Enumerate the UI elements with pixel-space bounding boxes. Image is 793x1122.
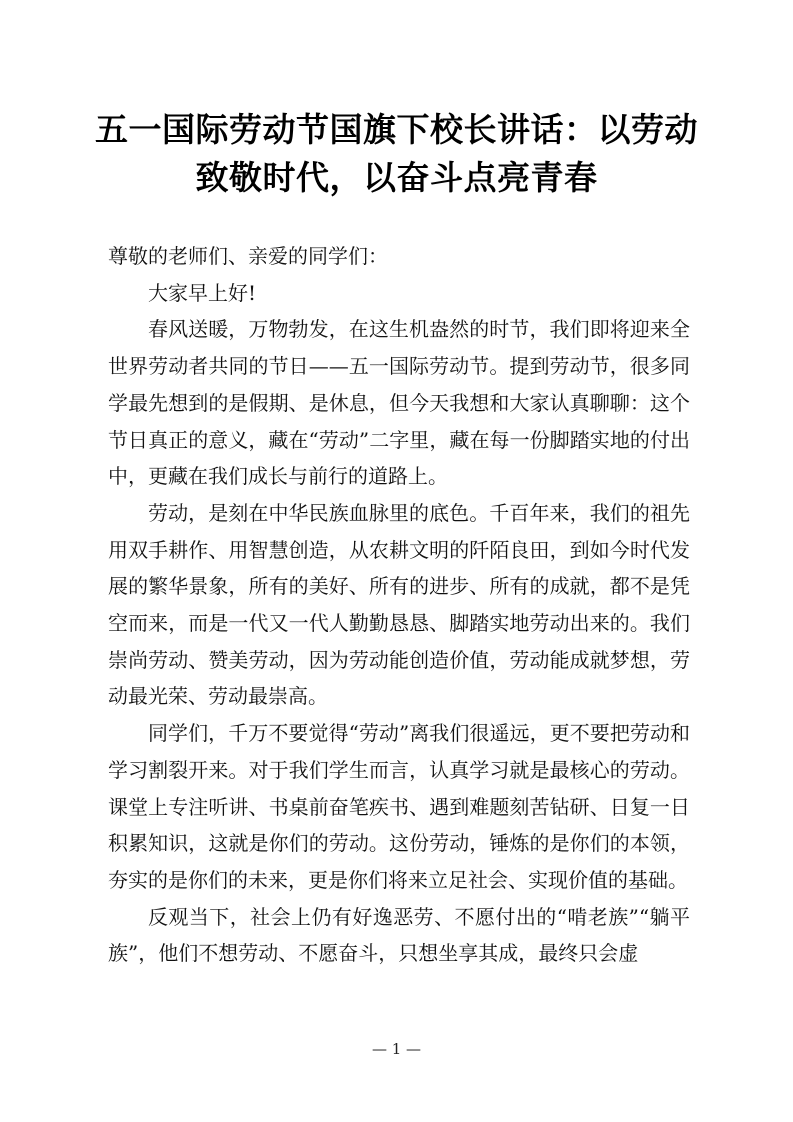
document-title xyxy=(60,106,733,202)
paragraph: 春风送暖，万物勃发，在这生机盎然的时节，我们即将迎来全世界劳动者共同的节日——五一国际劳动节。提到劳动节，很多同学最先想到的是假期、是休息，但今天我想和大家认真聊聊：这个节日真正的意义，藏在“劳动”二字里，藏在每一份脚踏实地的付出中，更藏在我们成长与前行的道路上。 xyxy=(108,317,690,489)
paragraph: 反观当下，社会上仍有好逸恶劳、不愿付出的“啃老族”“躺平族”，他们不想劳动、不愿奋斗，只想坐享其成，最终只会虚 xyxy=(108,904,690,966)
greeting: 大家早上好! xyxy=(148,280,257,305)
paragraph: 同学们，千万不要觉得“劳动”离我们很遥远，更不要把劳动和学习割裂开来。对于我们学生而言，认真学习就是最核心的劳动。课堂上专注听讲、书桌前奋笔疾书、遇到难题刻苦钻研、日复一日积累知识，这就是你们的劳动。这份劳动，锤炼的是你们的本领，夯实的是你们的未来，更是你们将来立足社会、实现价值的基础。 xyxy=(108,721,690,892)
title-line-1: 五一国际劳动节国旗下校长讲话：以劳动 xyxy=(95,110,698,149)
document-body xyxy=(108,238,690,972)
title-line-2: 致敬时代，以奋斗点亮青春 xyxy=(195,158,598,197)
paragraph: 劳动，是刻在中华民族血脉里的底色。千百年来，我们的祖先用双手耕作、用智慧创造，从农耕文明的阡陌良田，到如今时代发展的繁华景象，所有的美好、所有的进步、所有的成就，都不是凭空而来，而是一代又一代人勤勤恳恳、脚踏实地劳动出来的。我们崇尚劳动、赞美劳动，因为劳动能创造价值，劳动能成就梦想，劳动最光荣、劳动最崇高。 xyxy=(108,500,690,709)
page-number: — 1 — xyxy=(371,1040,422,1058)
salutation: 尊敬的老师们、亲爱的同学们： xyxy=(108,244,388,268)
